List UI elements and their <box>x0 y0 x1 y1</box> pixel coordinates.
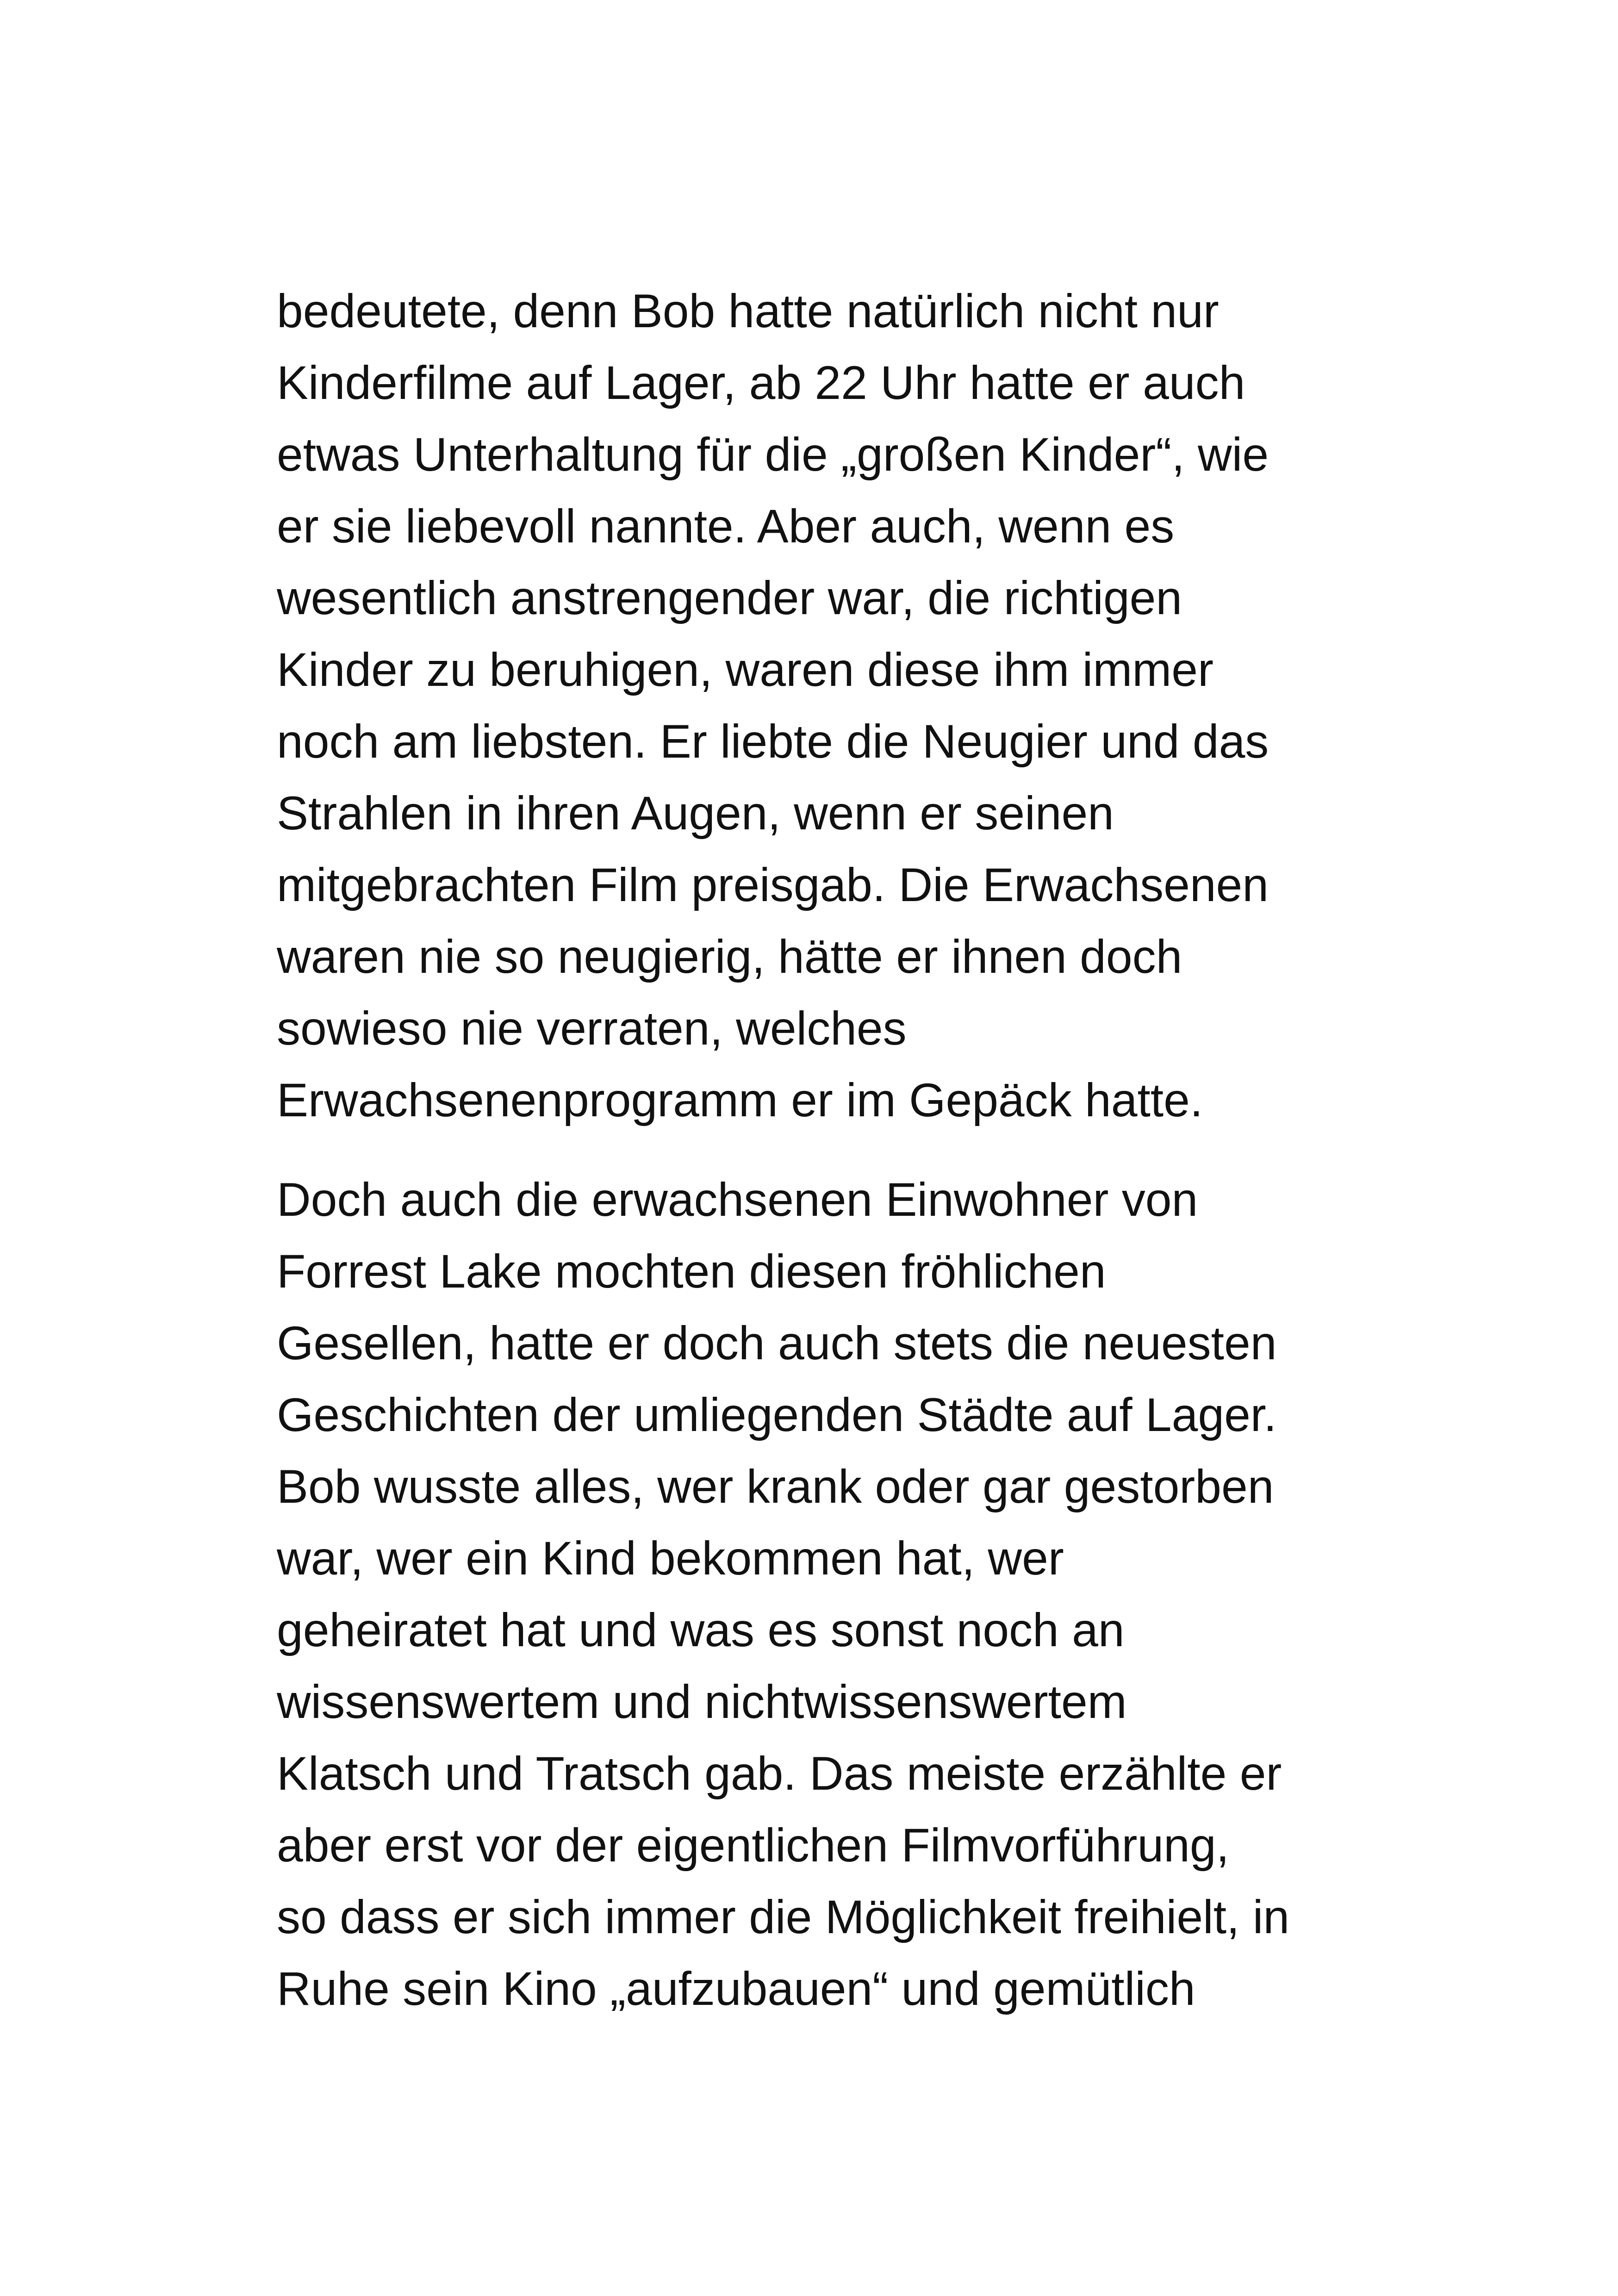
text-line: sowieso nie verraten, welches <box>277 1002 907 1055</box>
text-line: noch am liebsten. Er liebte die Neugier und das <box>277 715 1269 768</box>
text-line: wesentlich anstrengender war, die richtigen <box>277 572 1182 624</box>
text-line: Kinder zu beruhigen, waren diese ihm immer <box>277 643 1214 696</box>
text-line: Ruhe sein Kino „aufzubauen“ und gemütlich <box>277 1962 1195 2015</box>
text-line: aber erst vor der eigentlichen Filmvorführung, <box>277 1819 1229 1872</box>
paragraph-1 <box>277 275 1378 1136</box>
text-line: mitgebrachten Film preisgab. Die Erwachsenen <box>277 859 1269 911</box>
text-line: etwas Unterhaltung für die „großen Kinder“, wie <box>277 428 1269 481</box>
text-line: Doch auch die erwachsenen Einwohner von <box>277 1173 1198 1226</box>
text-line: Erwachsenenprogramm er im Gepäck hatte. <box>277 1074 1203 1126</box>
paragraph-2 <box>277 1164 1378 2025</box>
text-line: Kinderfilme auf Lager, ab 22 Uhr hatte er auch <box>277 356 1245 409</box>
text-line: Forrest Lake mochten diesen fröhlichen <box>277 1245 1106 1298</box>
text-line: war, wer ein Kind bekommen hat, wer <box>277 1532 1064 1585</box>
text-line: Geschichten der umliegenden Städte auf Lager. <box>277 1388 1277 1441</box>
text-line: Klatsch und Tratsch gab. Das meiste erzählte er <box>277 1747 1282 1800</box>
text-line: bedeutete, denn Bob hatte natürlich nicht nur <box>277 285 1219 337</box>
text-line: Strahlen in ihren Augen, wenn er seinen <box>277 787 1114 840</box>
text-line: Gesellen, hatte er doch auch stets die neuesten <box>277 1317 1277 1369</box>
text-line: waren nie so neugierig, hätte er ihnen doch <box>277 930 1182 983</box>
text-line: Bob wusste alles, wer krank oder gar gestorben <box>277 1460 1274 1513</box>
text-line: wissenswertem und nichtwissenswertem <box>277 1675 1127 1728</box>
text-line: geheiratet hat und was es sonst noch an <box>277 1604 1125 1656</box>
text-line: so dass er sich immer die Möglichkeit freihielt, in <box>277 1891 1290 1943</box>
text-line: er sie liebevoll nannte. Aber auch, wenn es <box>277 500 1175 553</box>
